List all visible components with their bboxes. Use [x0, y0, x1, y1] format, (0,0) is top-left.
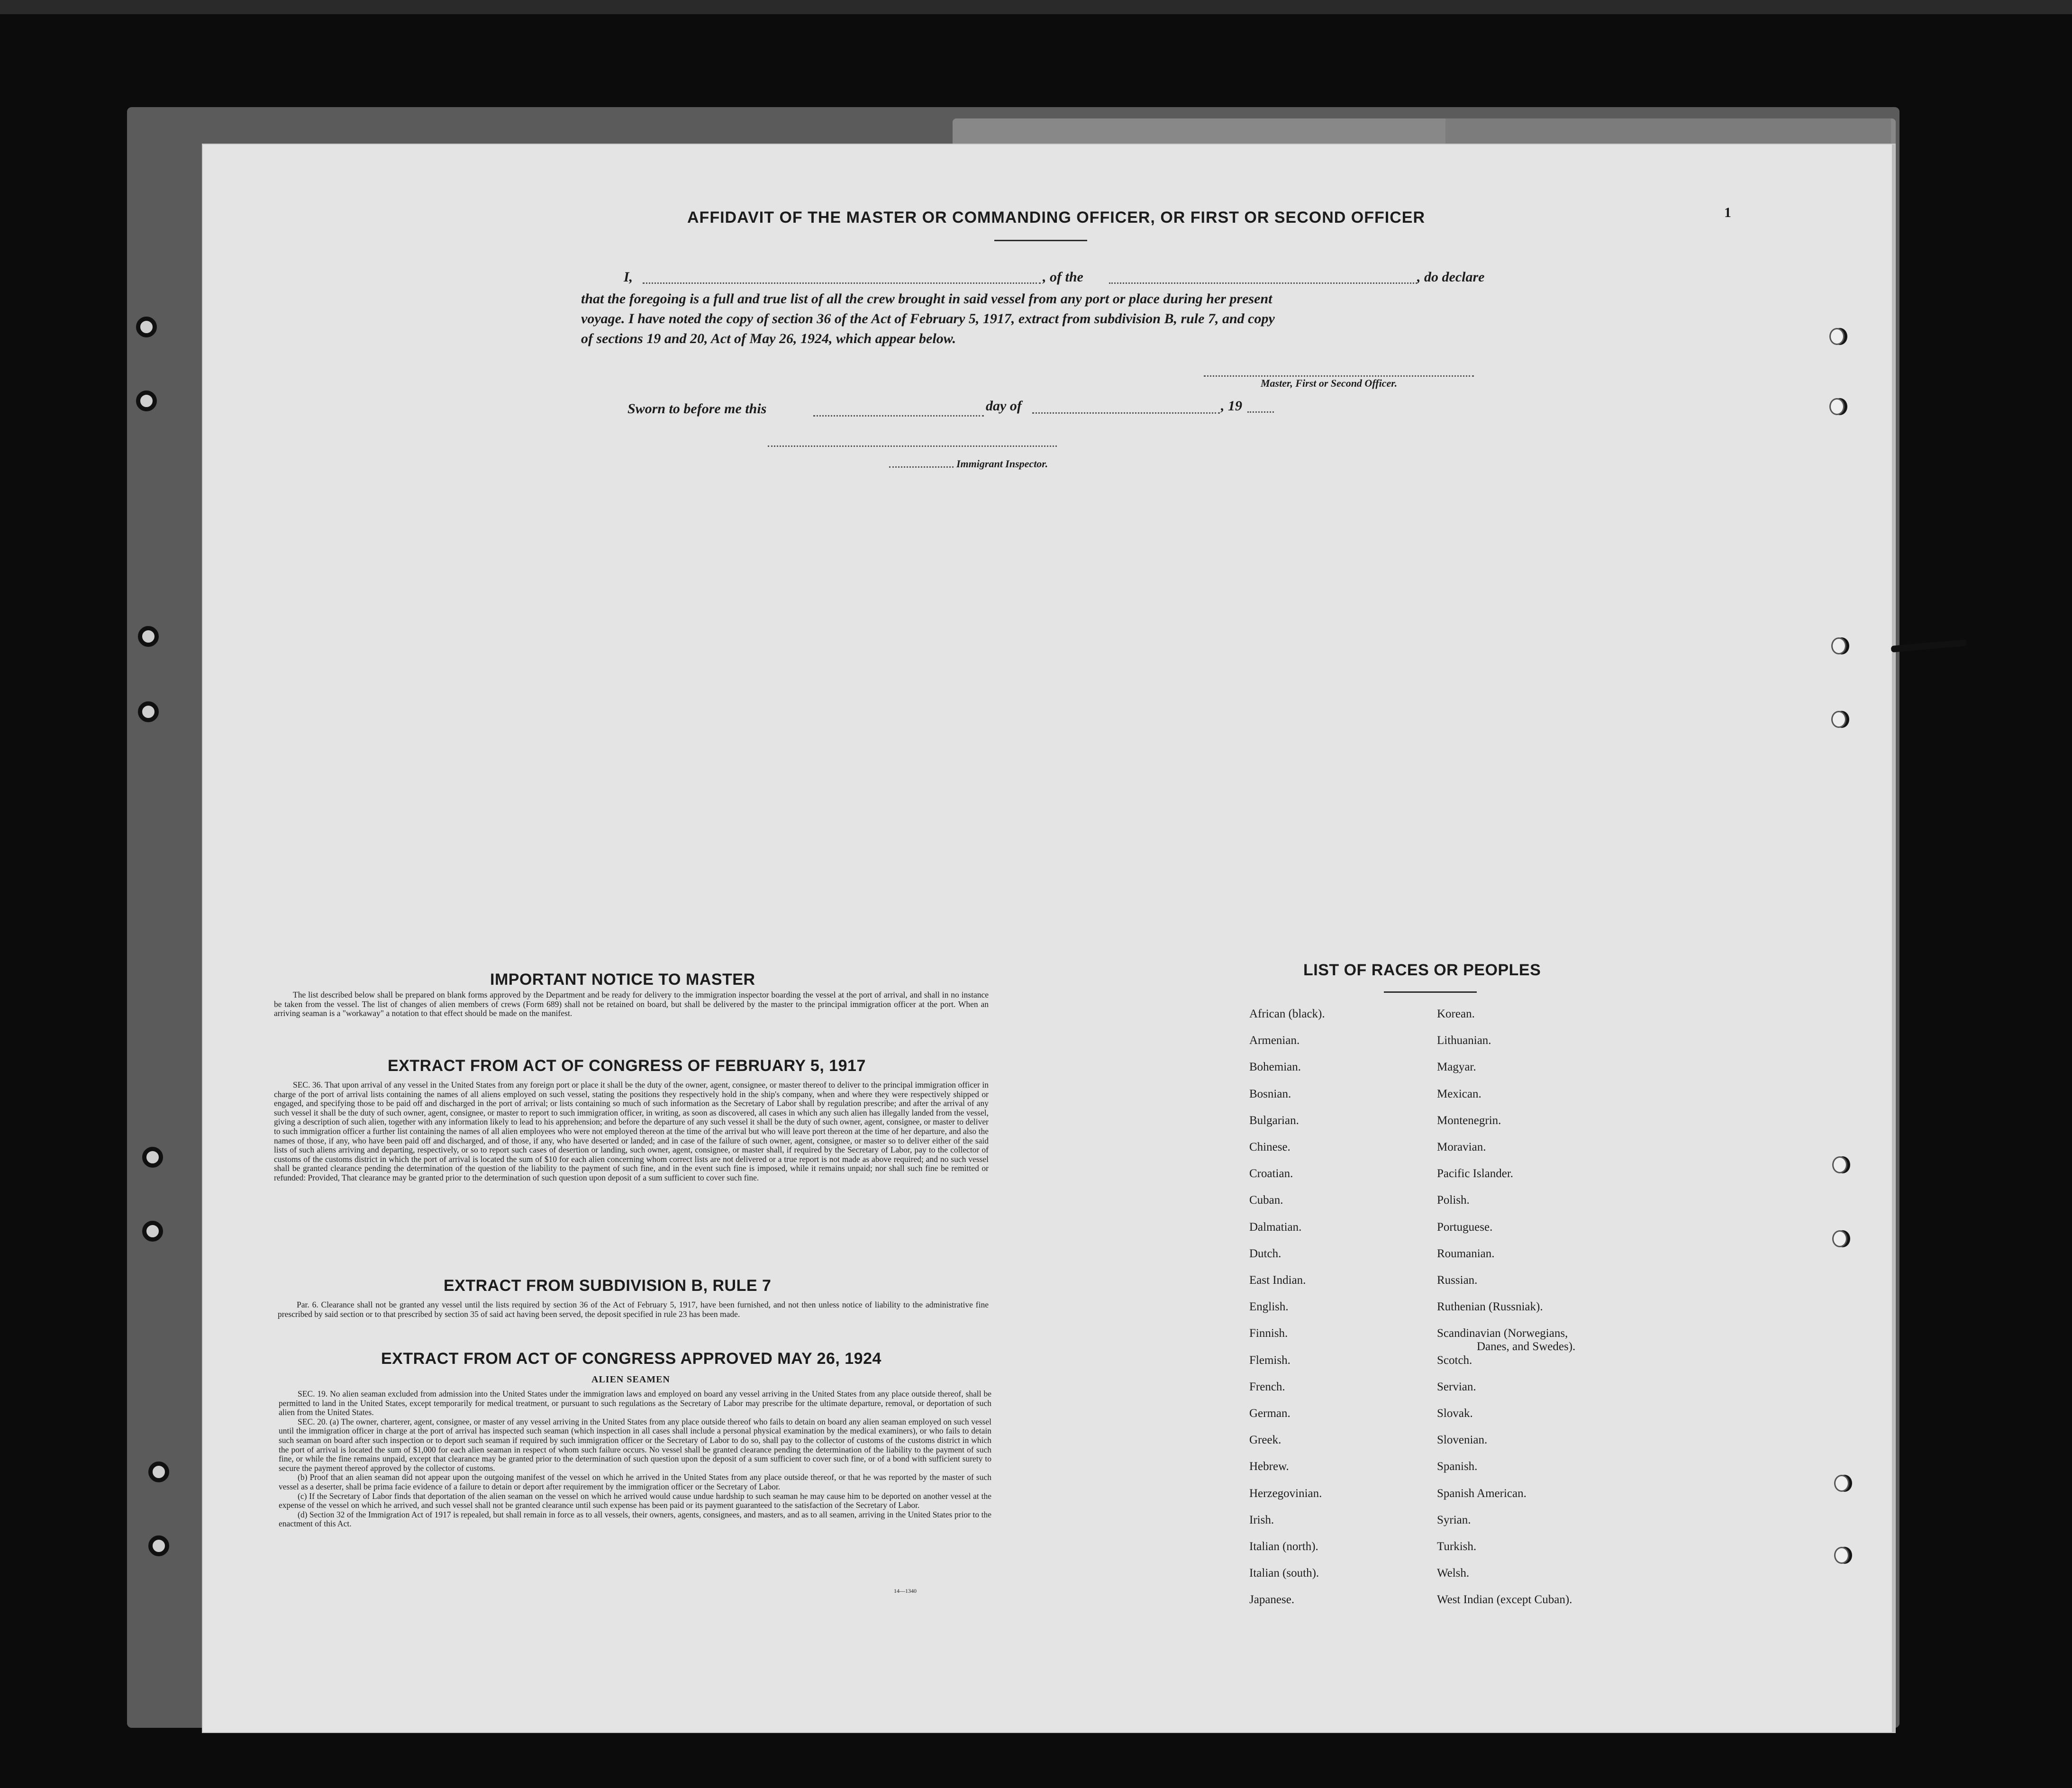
name-blank [643, 282, 1041, 284]
form-number: 14—1340 [894, 1588, 917, 1594]
page-fold [1892, 145, 1895, 1732]
race-item: Finnish. [1249, 1327, 1288, 1340]
page-hole [1832, 1230, 1847, 1247]
affidavit-line3: voyage. I have noted the copy of section 36 of the Act of February 5, 1917, extract from subdivision B, rule 7, and copy [581, 311, 1275, 327]
sec-19-paragraph: SEC. 19. No alien seaman excluded from admission into the United States under the immigration laws and employed on board any vessel arriving in the United States from any place outside thereof, shall be permitted to land in the United States, except temporarily for medical treatment, or pursuant to such regulations as the Secretary of Labor may prescribe for the ultimate departure, removal, or deportation of such alien from the United States. [279, 1389, 991, 1417]
race-item: Lithuanian. [1437, 1034, 1491, 1047]
race-item: Scotch. [1437, 1354, 1472, 1367]
sworn-month-blank [1032, 412, 1220, 414]
race-item: Montenegrin. [1437, 1114, 1501, 1127]
race-item: East Indian. [1249, 1274, 1306, 1287]
races-rule [1384, 991, 1477, 993]
race-item: Mexican. [1437, 1088, 1481, 1100]
binder-hole [148, 1535, 169, 1556]
binder-hole [138, 626, 159, 647]
extract-rule7-title: EXTRACT FROM SUBDIVISION B, RULE 7 [444, 1277, 772, 1295]
extract-1917-title: EXTRACT FROM ACT OF CONGRESS OF FEBRUARY 5, 1917 [388, 1057, 866, 1075]
race-item: English. [1249, 1300, 1289, 1313]
scan-top-band [0, 0, 2072, 14]
master-signature-blank [1204, 375, 1474, 377]
race-item: Bohemian. [1249, 1061, 1301, 1073]
race-item: German. [1249, 1407, 1290, 1420]
ink-stroke [1891, 639, 1967, 653]
affidavit-line2: that the foregoing is a full and true list of all the crew brought in said vessel from any port or place during her present [581, 291, 1272, 307]
race-item: Korean. [1437, 1007, 1475, 1020]
page-mark: 1 [1724, 205, 1731, 220]
page-hole [1834, 1475, 1849, 1492]
binder-hole [136, 390, 157, 411]
race-item: Bosnian. [1249, 1088, 1291, 1100]
page-hole [1831, 711, 1846, 728]
race-item: Spanish American. [1437, 1487, 1527, 1500]
race-item: Dutch. [1249, 1247, 1281, 1260]
affidavit-title: AFFIDAVIT OF THE MASTER OR COMMANDING OFFICER, OR FIRST OR SECOND OFFICER [687, 209, 1425, 227]
race-item: Croatian. [1249, 1167, 1293, 1180]
race-item: Italian (south). [1249, 1567, 1319, 1579]
binder-hole [136, 317, 157, 337]
race-item: Greek. [1249, 1434, 1281, 1446]
race-item: Magyar. [1437, 1061, 1476, 1073]
vessel-blank [1109, 282, 1417, 284]
notice-text [274, 990, 989, 1018]
affidavit-line1-a: I, [624, 269, 633, 285]
race-item: Italian (north). [1249, 1540, 1318, 1553]
binder-hole [138, 701, 159, 722]
race-item: Slovak. [1437, 1407, 1473, 1420]
sworn-b: day of [986, 398, 1022, 414]
race-item: Moravian. [1437, 1141, 1486, 1153]
race-item: African (black). [1249, 1007, 1325, 1020]
affidavit-line1-b: , of the [1043, 269, 1083, 285]
sec-36-paragraph: SEC. 36. That upon arrival of any vessel in the United States from any foreign port or place it shall be the duty of the owner, agent, consignee, or master thereof to deliver to the principal immigration officer in charge of the port of arrival lists containing the names of all aliens employed on such vessel, stating the positions they respectively hold in the ship's company, when and where they were respectively shipped or engaged, and specifying those to be paid off and discharged in the port of arrival; or lists containing so much of such information as the Secretary of Labor shall by regulation prescribe; and after the arrival of any such vessel it shall be the duty of such owner, agent, consignee, or master to report to such immigration officer, in writing, as soon as discovered, all cases in which any such alien has illegally landed from the vessel, giving a description of such alien, together with any information likely to lead to his apprehension; and before the departure of any such vessel it shall be the duty of such owner, agent, consignee, or master to deliver to such immigration officer a further list containing the names of all alien employees who were not employed thereon at the time of the arrival but who will leave port thereon at the time of her departure, and also the names of those, if any, who have been paid off and discharged, and of those, if any, who have deserted or landed; and in case of the failure of such owner, agent, consignee, or master so to deliver either of the said lists of such aliens arriving and departing, respectively, or so to report such cases of desertion or landing, such owner, agent, consignee, or master shall, if required by the Secretary of Labor, pay to the collector of customs of the customs district in which the port of arrival is located the sum of $10 for each alien concerning whom correct lists are not delivered or a true report is not made as above required; and no such vessel shall be granted clearance pending the determination of the question of the liability to the payment of such fine, and in the event such fine is imposed, while it remains unpaid; nor shall such fine be remitted or refunded: Provided, That clearance may be granted prior to the determination of such question upon deposit of a sum sufficient to cover such fine. [274, 1080, 989, 1182]
page-hole [1829, 328, 1845, 345]
extract-1924-title: EXTRACT FROM ACT OF CONGRESS APPROVED MAY 26, 1924 [381, 1350, 882, 1368]
extract-1924-text [279, 1389, 991, 1529]
race-item: French. [1249, 1380, 1285, 1393]
extract-rule7-text [278, 1300, 989, 1319]
race-item: Ruthenian (Russniak). [1437, 1300, 1543, 1313]
sec-20d-paragraph: (d) Section 32 of the Immigration Act of 1917 is repealed, but shall remain in force as to all vessels, their owners, agents, consignees, and masters, and as to all seamen, arriving in the United States prior to the enactment of this Act. [279, 1509, 991, 1529]
sec-20b-paragraph: (b) Proof that an alien seaman did not appear upon the outgoing manifest of the vessel on which he arrived in the United States from any place outside thereof, or that he was reported by the master of such vessel as a deserter, shall be prima facie evidence of a failure to detain or deport after requirement by the immigration officer or the Secretary of Labor. [279, 1472, 991, 1491]
inspector-blank [889, 466, 954, 468]
binder-hole [142, 1221, 163, 1242]
sec-20c-paragraph: (c) If the Secretary of Labor finds that deportation of the alien seaman on the vessel on which he arrived would cause undue hardship to such seaman he may cause him to be deported on another vessel at the expense of the vessel on which he arrived, and such vessel shall not be granted clearance until such expense has been paid or its payment guaranteed to the satisfaction of the Secretary of Labor. [279, 1491, 991, 1510]
race-item: Chinese. [1249, 1141, 1290, 1153]
alien-seamen-subtitle: ALIEN SEAMEN [591, 1374, 670, 1385]
race-item: Irish. [1249, 1514, 1274, 1526]
race-item: Armenian. [1249, 1034, 1300, 1047]
race-item: West Indian (except Cuban). [1437, 1593, 1572, 1606]
sworn-a: Sworn to before me this [627, 401, 767, 417]
race-item: Spanish. [1437, 1460, 1478, 1473]
races-title: LIST OF RACES OR PEOPLES [1303, 961, 1541, 979]
race-item: Slovenian. [1437, 1434, 1488, 1446]
race-item: Russian. [1437, 1274, 1478, 1287]
race-item: Portuguese. [1437, 1221, 1493, 1234]
race-item: Hebrew. [1249, 1460, 1289, 1473]
race-item: Japanese. [1249, 1593, 1295, 1606]
race-item: Roumanian. [1437, 1247, 1495, 1260]
sworn-c: , 19 [1221, 398, 1242, 414]
race-item: Bulgarian. [1249, 1114, 1299, 1127]
notice-paragraph: The list described below shall be prepared on blank forms approved by the Department and be ready for delivery to the immigration inspector boarding the vessel at the port of arrival, and shall in no instance be taken from the vessel. The list of changes of alien members of crews (Form 689) shall not be retained on board, but shall be delivered by the master to the principal immigration officer at the port. When an arriving seaman is a "workaway" a notation to that effect should be made on the manifest. [274, 990, 989, 1018]
race-item: Welsh. [1437, 1567, 1470, 1579]
affidavit-line4: of sections 19 and 20, Act of May 26, 1924, which appear below. [581, 331, 956, 346]
race-item: Cuban. [1249, 1194, 1283, 1207]
race-item: Servian. [1437, 1380, 1476, 1393]
race-item: Polish. [1437, 1194, 1470, 1207]
binder-hole [148, 1461, 169, 1482]
sec-20a-paragraph: SEC. 20. (a) The owner, charterer, agent, consignee, or master of any vessel arriving in the United States from any place outside thereof who fails to detain on board any alien seaman employed on such vessel until the immigration officer in charge at the port of arrival has inspected such seaman (which inspection in all cases shall include a personal physical examination by the medical examiners), or who fails to detain such seaman on board after such inspection or to deport such seaman if required by such immigration officer or the Secretary of Labor to do so, shall pay to the collector of customs of the customs district in which the port of arrival is located the sum of $1,000 for each alien seaman in respect of whom such failure occurs. No vessel shall be granted clearance pending the determination of the liability to the payment of such fine, or while the fine remains unpaid, except that clearance may be granted prior to the determination of such question upon the deposit of a sum sufficient to cover such fine, or of a bond with sufficient surety to secure the payment thereof approved by the collector of customs. [279, 1416, 991, 1473]
race-item: Syrian. [1437, 1514, 1471, 1526]
inspector-signature-blank [768, 445, 1057, 447]
rule7-paragraph: Par. 6. Clearance shall not be granted any vessel until the lists required by section 36 of the Act of February 5, 1917, have been furnished, and not then unless notice of liability to the administrative fine prescribed by said section or to that prescribed by section 35 of said act having been served, the deposit specified in rule 23 has been made. [278, 1300, 989, 1319]
page-hole [1834, 1547, 1849, 1564]
race-item: Turkish. [1437, 1540, 1477, 1553]
sworn-year-blank [1247, 411, 1274, 413]
inspector-label: Immigrant Inspector. [956, 458, 1048, 470]
page-hole [1832, 1156, 1847, 1173]
sworn-day-blank [813, 415, 984, 417]
page-hole [1831, 637, 1846, 654]
race-item: Herzegovinian. [1249, 1487, 1322, 1500]
race-item-continuation: Danes, and Swedes). [1477, 1340, 1576, 1353]
affidavit-line1-c: , do declare [1417, 269, 1485, 285]
race-item: Flemish. [1249, 1354, 1290, 1367]
title-rule [994, 240, 1087, 241]
binder-hole [142, 1147, 163, 1168]
notice-title: IMPORTANT NOTICE TO MASTER [490, 971, 755, 989]
page-hole [1829, 398, 1845, 415]
race-item: Dalmatian. [1249, 1221, 1302, 1234]
race-item: Scandinavian (Norwegians, [1437, 1327, 1568, 1340]
extract-1917-text [274, 1080, 989, 1183]
master-signature-label: Master, First or Second Officer. [1261, 377, 1398, 389]
race-item: Pacific Islander. [1437, 1167, 1514, 1180]
